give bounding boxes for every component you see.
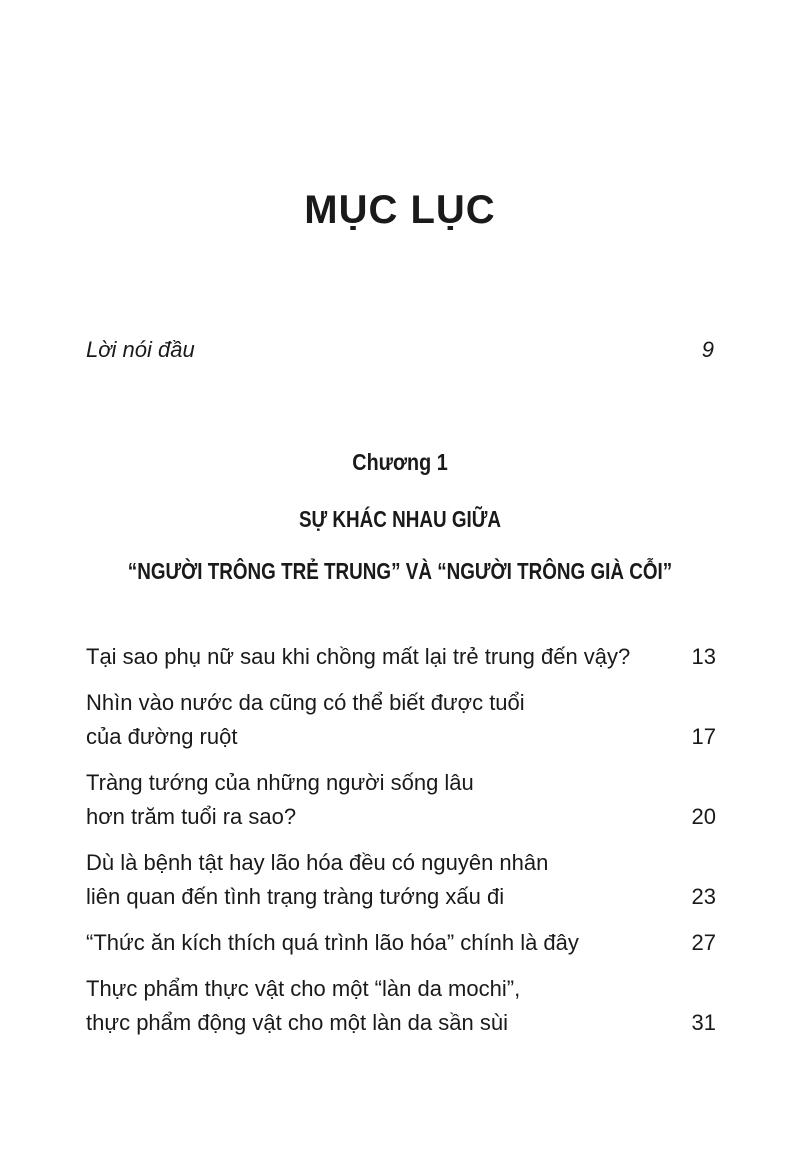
toc-entry: [86, 640, 718, 674]
page-title: MỤC LỤC: [304, 188, 496, 232]
entry-page-number: 27: [691, 930, 716, 955]
preface-label: Lời nói đầu: [86, 337, 195, 362]
chapter-title-line-2: “NGƯỜI TRÔNG TRẺ TRUNG” VÀ “NGƯỜI TRÔNG GIÀ CỖI”: [127, 558, 673, 584]
entry-text: của đường ruột: [86, 724, 238, 749]
chapter-title-line-1: SỰ KHÁC NHAU GIỮA: [298, 506, 502, 532]
entry-page-number: 31: [691, 1010, 716, 1035]
toc-entry: [86, 926, 718, 960]
entry-text: liên quan đến tình trạng tràng tướng xấu đi: [86, 884, 505, 909]
chapter-label: Chương 1: [352, 449, 448, 475]
toc-entry: [86, 766, 718, 834]
entry-text: “Thức ăn kích thích quá trình lão hóa” chính là đây: [86, 930, 579, 955]
toc-entry: [86, 686, 718, 754]
entry-page-number: 20: [691, 804, 716, 829]
entry-page-number: 23: [691, 884, 716, 909]
entry-text: Thực phẩm thực vật cho một “làn da mochi”,: [86, 976, 521, 1001]
toc-entry: [86, 846, 718, 914]
toc-entry: [86, 972, 718, 1040]
toc-entries: [86, 640, 718, 1052]
entry-text: Tại sao phụ nữ sau khi chồng mất lại trẻ trung đến vậy?: [86, 644, 631, 669]
entry-text: Nhìn vào nước da cũng có thể biết được tuổi: [86, 690, 525, 715]
entry-text: Tràng tướng của những người sống lâu: [86, 770, 474, 795]
entry-page-number: 13: [691, 644, 716, 669]
toc-entry-preface: [86, 337, 718, 363]
entry-text: Dù là bệnh tật hay lão hóa đều có nguyên nhân: [86, 850, 549, 875]
entry-text: hơn trăm tuổi ra sao?: [86, 804, 297, 829]
entry-text: thực phẩm động vật cho một làn da sần sùi: [86, 1010, 508, 1035]
entry-page-number: 17: [691, 724, 716, 749]
preface-page-number: 9: [701, 337, 714, 362]
